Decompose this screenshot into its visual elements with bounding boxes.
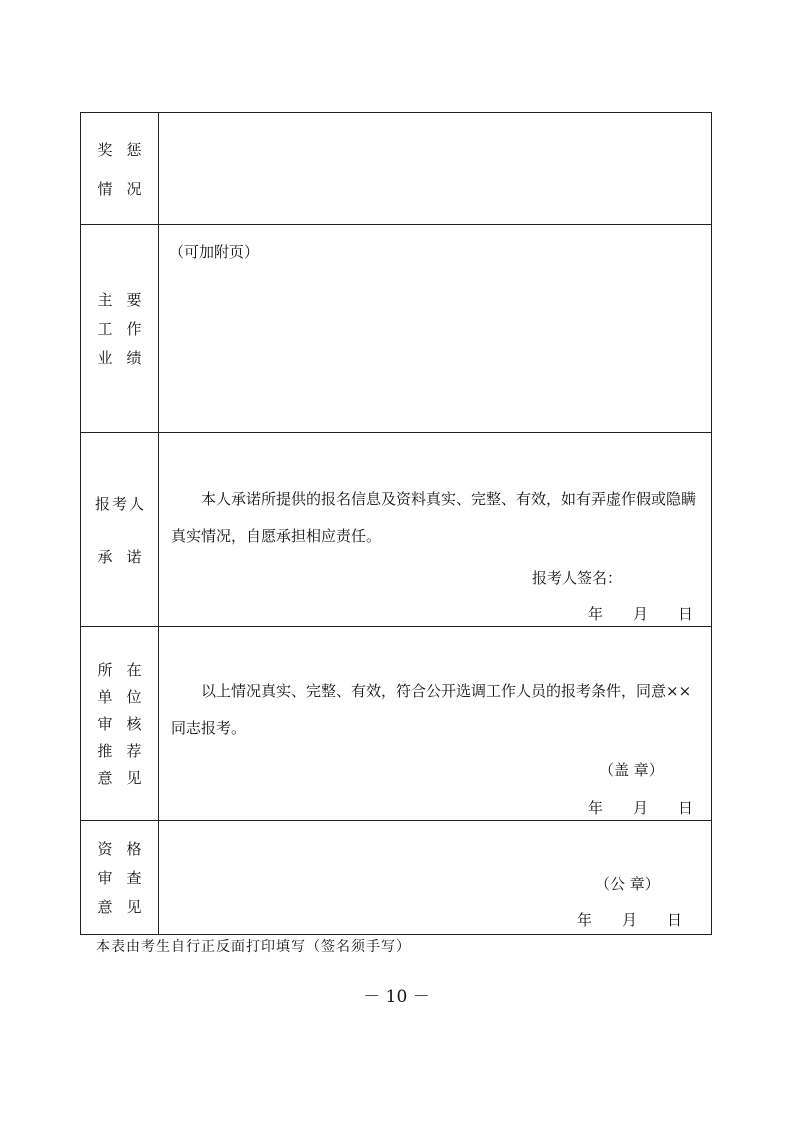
label-achievements — [81, 225, 159, 433]
employer-area — [159, 627, 712, 821]
awards-input-area[interactable] — [159, 113, 712, 225]
page-number: － 10 － — [363, 987, 430, 1007]
achievements-input-area[interactable] — [159, 225, 712, 433]
qualification-seal: （公 章） — [595, 875, 660, 893]
row-employer — [81, 627, 712, 821]
label-line: 单位 — [97, 688, 156, 706]
label-line: 意见 — [97, 898, 156, 916]
row-qualification — [81, 821, 712, 935]
signature-label: 报考人签名： — [532, 569, 623, 587]
label-line: 意见 — [97, 769, 156, 787]
pledge-text: 本人承诺所提供的报名信息及资料真实、完整、有效，如有弄虚作假或隐瞒真实情况，自愿承担相应责任。 — [171, 490, 697, 545]
row-awards — [81, 113, 712, 225]
label-line: 承诺 — [97, 547, 156, 566]
pledge-area — [159, 433, 712, 627]
label-employer — [81, 627, 159, 821]
pledge-date: 年 月 日 — [588, 605, 694, 623]
row-pledge — [81, 433, 712, 627]
row-achievements — [81, 225, 712, 433]
registration-form-table — [80, 112, 712, 935]
label-line: 审核 — [97, 715, 156, 733]
label-awards — [81, 113, 159, 225]
form-footnote: 本表由考生自行正反面打印填写（签名须手写） — [96, 939, 411, 955]
employer-date: 年 月 日 — [588, 799, 694, 817]
label-line: 工作 — [97, 320, 156, 338]
label-line: 报考人 — [94, 494, 146, 513]
label-line: 主要 — [97, 291, 156, 309]
qualification-date: 年 月 日 — [577, 911, 683, 929]
label-pledge — [81, 433, 159, 627]
label-line: 推荐 — [97, 742, 156, 760]
label-line: 审查 — [97, 869, 156, 887]
label-line: 情况 — [97, 179, 156, 198]
employer-seal: （盖 章） — [599, 761, 664, 779]
label-qualification — [81, 821, 159, 935]
label-line: 业绩 — [97, 349, 156, 367]
employer-text: 以上情况真实、完整、有效，符合公开选调工作人员的报考条件，同意××同志报考。 — [171, 682, 692, 737]
label-line: 奖惩 — [97, 140, 156, 159]
label-line: 资格 — [97, 840, 156, 858]
label-line: 所在 — [97, 661, 156, 679]
qualification-area — [159, 821, 712, 935]
attachment-note: （可加附页） — [169, 243, 260, 261]
